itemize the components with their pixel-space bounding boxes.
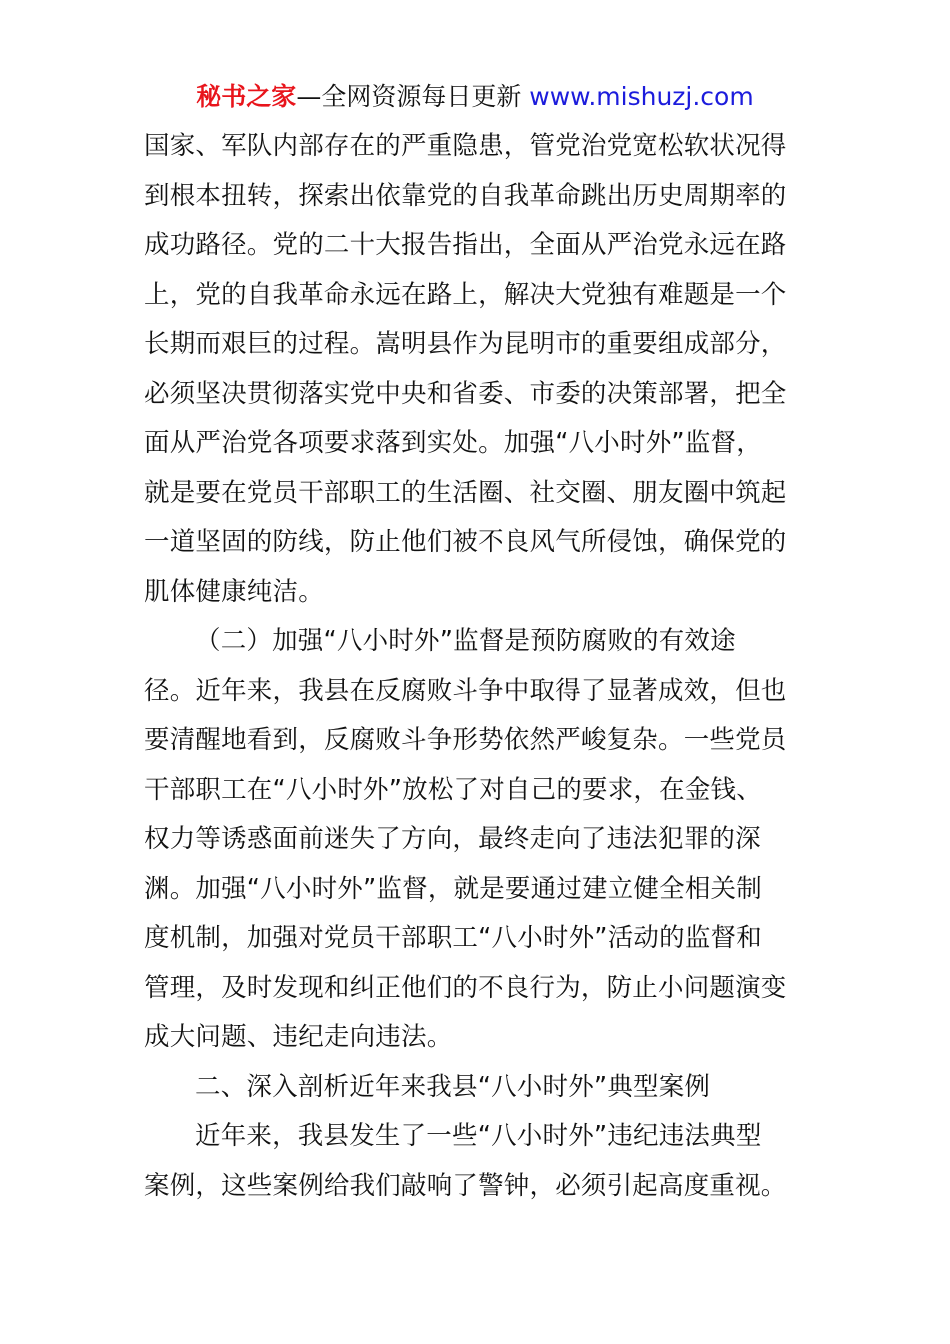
text-line: 要清醒地看到，反腐败斗争形势依然严峻复杂。一些党员 <box>144 725 787 755</box>
text-line: 成大问题、违纪走向违法。 <box>144 1022 453 1052</box>
text-line: 必须坚决贯彻落实党中央和省委、市委的决策部署，把全 <box>144 378 787 409</box>
text-line: 一道坚固的防线，防止他们被不良风气所侵蚀，确保党的 <box>144 527 787 557</box>
section-heading-2: （二）加强“八小时外”监督是预防腐败的有效途 <box>195 626 736 656</box>
text-line: 长期而艰巨的过程。嵩明县作为昆明市的重要组成部分， <box>144 329 787 359</box>
text-line: 国家、军队内部存在的严重隐患，管党治党宽松软状况得 <box>144 131 787 161</box>
header-tagline: —全网资源每日更新 <box>296 82 522 111</box>
text-line: 肌体健康纯洁。 <box>144 576 324 607</box>
text-line: 渊。加强“八小时外”监督，就是要通过建立健全相关制 <box>144 873 762 904</box>
document-body <box>144 122 806 1211</box>
text-line: 权力等诱惑面前迷失了方向，最终走向了违法犯罪的深 <box>144 824 761 854</box>
paragraph-start: 近年来，我县发生了一些“八小时外”违纪违法典型 <box>195 1121 762 1151</box>
text-line: 干部职工在“八小时外”放松了对自己的要求，在金钱、 <box>144 774 762 805</box>
text-line: 管理，及时发现和纠正他们的不良行为，防止小问题演变 <box>144 972 787 1003</box>
text-line: 就是要在党员干部职工的生活圈、社交圈、朋友圈中筑起 <box>144 477 787 508</box>
text-line: 度机制，加强对党员干部职工“八小时外”活动的监督和 <box>144 923 762 953</box>
text-line: 上，党的自我革命永远在路上，解决大党独有难题是一个 <box>144 279 787 310</box>
site-url-link[interactable]: www.mishuzj.com <box>529 82 754 111</box>
text-line: 面从严治党各项要求落到实处。加强“八小时外”监督， <box>144 428 762 458</box>
brand-name: 秘书之家 <box>196 82 297 111</box>
text-line: 到根本扭转，探索出依靠党的自我革命跳出历史周期率的 <box>144 180 787 211</box>
chapter-heading: 二、深入剖析近年来我县“八小时外”典型案例 <box>195 1071 711 1102</box>
text-line: 成功路径。党的二十大报告指出，全面从严治党永远在路 <box>144 230 787 260</box>
text-line: 案例，这些案例给我们敲响了警钟，必须引起高度重视。 <box>144 1170 787 1201</box>
site-header <box>0 80 950 114</box>
text-line: 径。近年来，我县在反腐败斗争中取得了显著成效，但也 <box>144 675 787 706</box>
